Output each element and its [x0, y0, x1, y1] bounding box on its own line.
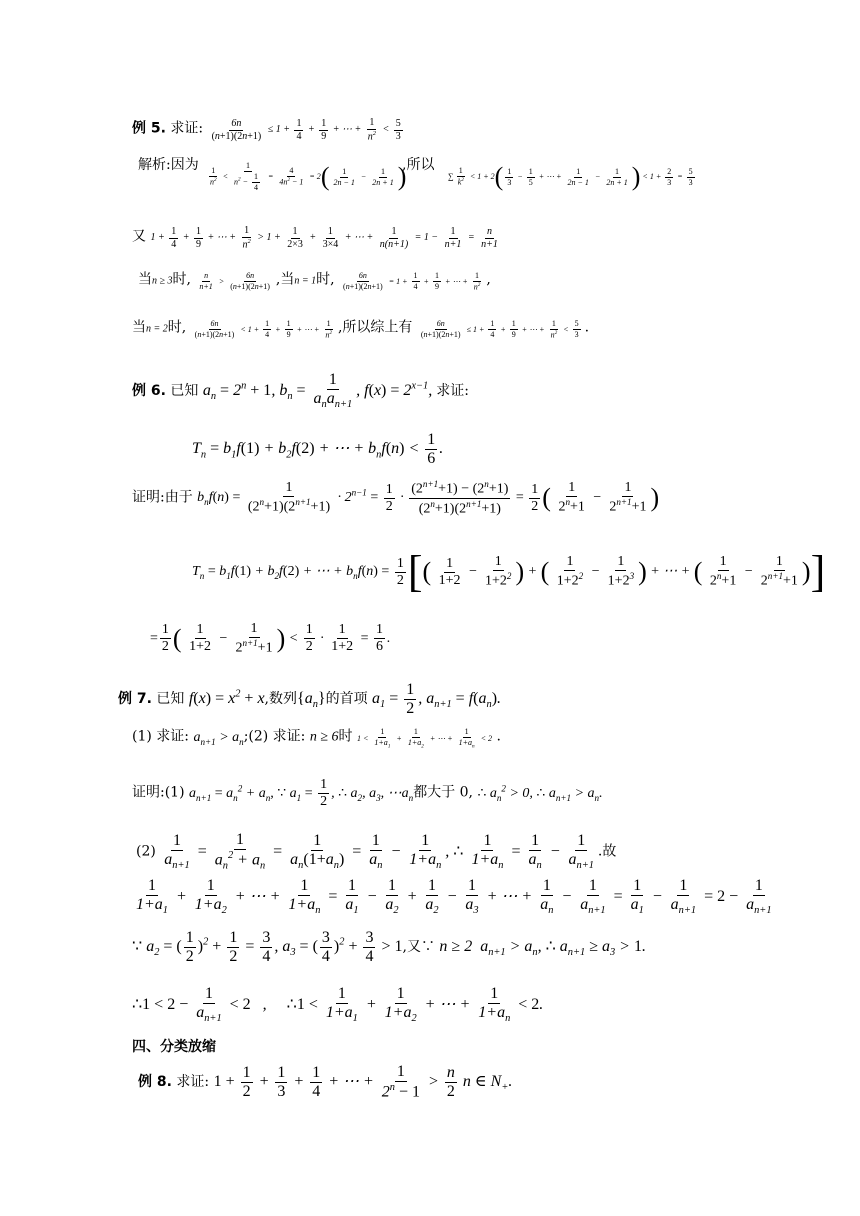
ex8-label: 例 8.	[138, 1073, 172, 1090]
ex5-case1-when: 当	[138, 271, 152, 288]
ex5-case3-when: 当	[132, 319, 146, 336]
ex5-case1-comma: ,当	[275, 271, 295, 288]
ex6-proof: 证明:由于 $b_nf(n)$ = $\frac{1}{(2^n+1)(2^{n+1}+1)}$ · $2^{n-1}$ = $\frac{1}{2}$ · $\frac{(2^{n+1}+1) - (2^n+1)}{(2^n+1)(2^{n+1}+1)}$ = $\frac{1}{2}$ ( $\frac{1}{2^n+1}$ − $\frac{1}{2^{n+1}+1}$ )	[132, 479, 660, 517]
ex5-label: 例 5.	[132, 120, 166, 137]
ex8-intro: 求证:	[176, 1073, 210, 1090]
ex6-result: = $\frac{1}{2}$ ( $\frac{1}{1+2}$ − $\frac{1}{2^{n+1}+1}$ ) < $\frac{1}{2}$ · $\frac{1}{1+2}$ = $\frac{1}{6}$ .	[150, 621, 391, 656]
ex5-again-formula: 1 + $\frac{1}{4}$ + $\frac{1}{9}$ + ⋯ + $\frac{1}{n^2}$ > 1 + $\frac{1}{2\times 3}$ + $\frac{1}{3\times 4}$ + ⋯ + $\frac{1}{n(n+1)}$ = 1 − $\frac{1}{n+1}$ = $\frac{n}{n+1}$	[150, 225, 498, 251]
ex6-statement: 例 6. 已知 $a_n = 2^n + 1$, $b_n$ = 1 $a_na_{n+1}$ , $f(x) = 2^{x-1}$, 求证:	[132, 371, 469, 411]
ex5-so-text: ,所以	[402, 157, 435, 173]
ex6-label: 例 6.	[132, 382, 166, 399]
ex6-proof-prefix: 证明:由于	[132, 489, 193, 506]
ex5-intro: 求证:	[170, 120, 204, 137]
ex7-hence: .故	[597, 843, 617, 860]
ex7-statement: 例 7. 已知 $f(x) = x^2 + x$,数列$\{a_n\}$的首项 $a_1$ = $\frac{1}{2}$ , $a_{n+1} = f(a_n)$.	[118, 681, 502, 717]
ex5-case3-shi: 时,	[167, 319, 187, 336]
ex7-parts: (1) 求证: $a_{n+1}$ > $a_n;(2)$ 求证: n ≥ 6时 1 < $\frac{1}{1+a_1}$ + $\frac{1}{1+a_2}$ + ⋯ + $\frac{1}{1+a_n}$ < 2 .	[132, 727, 501, 750]
ex5-statement	[132, 118, 405, 142]
ex5-so	[402, 158, 434, 172]
ex5-analysis-prefix: 解析:因为	[138, 157, 199, 173]
ex7-intro: 已知	[156, 691, 185, 708]
ex7-part2: ;(2) 求证:	[243, 728, 306, 745]
ex5-again-text: 又	[132, 228, 146, 245]
ex7-all-gt0: 都大于 0,	[413, 784, 473, 801]
ex5-analysis-formula-1: $\frac{1}{n^2}$ < 1 $n^2$ − $\frac{1}{4}$ = $\frac{4}{4n^2 - 1}$ = 2( $\frac{1}{2n - 1}$ − $\frac{1}{2n + 1}$ )	[210, 161, 407, 192]
ex7-seq-text: ,数列	[264, 691, 297, 708]
ex5-summary: ,所以综上有	[337, 319, 413, 336]
ex7-label: 例 7.	[118, 691, 152, 708]
ex7-proof1: 证明:(1) $a_{n+1} = a_n^2 + a_n$, ∵ $a_1$ = $\frac{1}{2}$ , ∴ $a_2$, $a_3$, $\cdots a_n$都大于 0, ∴ $a_n^2 > 0$, ∴ $a_{n+1} > a_n$.	[132, 777, 603, 809]
ex7-first-term: 的首项	[325, 691, 368, 708]
ex5-case3: 当n = 2时, $\frac{6n}{(n+1)(2n+1)}$ < 1 + $\frac{1}{4}$ + $\frac{1}{9}$ + ⋯ + $\frac{1}{n^2}$ ,所以综上有 $\frac{6n}{(n+1)(2n+1)}$ ≤ 1 + $\frac{1}{4}$ + $\frac{1}{9}$ + ⋯ + $\frac{1}{n^2}$ < $\frac{5}{3}$ .	[132, 319, 590, 340]
ex7-part1: (1) 求证:	[132, 728, 189, 745]
ex6-target: $T_n = b_1f(1) + b_2f(2)$ + ⋯ + $b_nf(n)$ < $\frac{1}{6}$ .	[192, 431, 444, 467]
ex5-case1: 当n ≥ 3时, $\frac{n}{n+1}$ > $\frac{6n}{(n+1)(2n+1)}$ ,当n = 1时, $\frac{6n}{(n+1)(2n+1)}$ = 1 + $\frac{1}{4}$ + $\frac{1}{9}$ + ⋯ + $\frac{1}{n^2}$ ,	[138, 271, 491, 292]
ex5-inequality: $\frac{6n}{(n+1)(2n+1)}$ ≤ 1 + $\frac{1}{4}$ + $\frac{1}{9}$ + ⋯ + $\frac{1}{n^2}$ < $\frac{5}{3}$	[211, 117, 401, 143]
ex5-again	[132, 226, 502, 250]
ex6-prove: 求证:	[436, 382, 469, 399]
ex7-also: ,又∵	[402, 939, 435, 956]
ex7-when6: 时	[338, 728, 353, 745]
ex7-conclusion: ∴1 < 2 − $\frac{1}{a_{n+1}}$ < 2 , ∴1 < $\frac{1}{1+a_1}$ + $\frac{1}{1+a_2}$ + ⋯ + $\frac{1}{1+a_n}$ < 2.	[132, 985, 544, 1025]
ex5-case2-shi: 时,	[316, 271, 335, 288]
ex8-statement: 例 8. 求证: 1 + $\frac{1}{2}$ + $\frac{1}{3}$ + $\frac{1}{4}$ + ⋯ + $\frac{1}{2^n - 1}$ > $\frac{n}{2}$ n ∈ $N_+$.	[138, 1063, 513, 1101]
ex6-intro: 已知	[170, 382, 199, 399]
ex7-proof2: (2) $\frac{1}{a_{n+1}}$ = $\frac{1}{a_n^2 + a_n}$ = $\frac{1}{a_n(1+a_n)}$ = $\frac{1}{a_n}$ − $\frac{1}{1+a_n}$ , ∴ $\frac{1}{1+a_n}$ = $\frac{1}{a_n}$ − $\frac{1}{a_{n+1}}$ .故	[136, 831, 617, 872]
ex5-analysis-formula-2: ∑ $\frac{1}{k^2}$ < 1 + 2( $\frac{1}{3}$ − $\frac{1}{5}$ + ⋯ + $\frac{1}{2n - 1}$ − $\frac{1}{2n + 1}$ ) < 1 + $\frac{2}{3}$ = $\frac{5}{3}$	[448, 162, 693, 191]
ex6-sum: $T_n = b_1f(1) + b_2f(2)$ + ⋯ + $b_nf(n)$ = $\frac{1}{2}$ [( $\frac{1}{1+2}$ − $\frac{1}{1+2^2}$ ) + ( $\frac{1}{1+2^2}$ − $\frac{1}{1+2^3}$ ) + ⋯ + ( $\frac{1}{2^n+1}$ − $\frac{1}{2^{n+1}+1}$ )]	[192, 547, 826, 596]
ex5-case1-shi: 时,	[172, 271, 191, 288]
ex5-analysis	[138, 158, 199, 188]
section-4-title: 四、分类放缩	[132, 1039, 216, 1055]
ex7-proof-prefix: 证明:(1)	[132, 784, 185, 801]
ex7-telescoping: $\frac{1}{1+a_1}$ + $\frac{1}{1+a_2}$ + ⋯ + $\frac{1}{1+a_n}$ = $\frac{1}{a_1}$ − $\frac{1}{a_2}$ + $\frac{1}{a_2}$ − $\frac{1}{a_3}$ + ⋯ + $\frac{1}{a_n}$ − $\frac{1}{a_{n+1}}$ = $\frac{1}{a_1}$ − $\frac{1}{a_{n+1}}$ = 2 − $\frac{1}{a_{n+1}}$	[136, 877, 772, 917]
ex7-a2a3: ∵ $a_2$ = ( $\frac{1}{2}$ )$^2$ + $\frac{1}{2}$ = $\frac{3}{4}$ , $a_3$ = ( $\frac{3}{4}$ )$^2$ + $\frac{3}{4}$ > 1,又∵ n ≥ 2 $a_{n+1} > a_n$, ∴ $a_{n+1} \ge a_3 > 1$.	[132, 929, 646, 965]
ex7-part2-label: (2)	[136, 843, 156, 860]
